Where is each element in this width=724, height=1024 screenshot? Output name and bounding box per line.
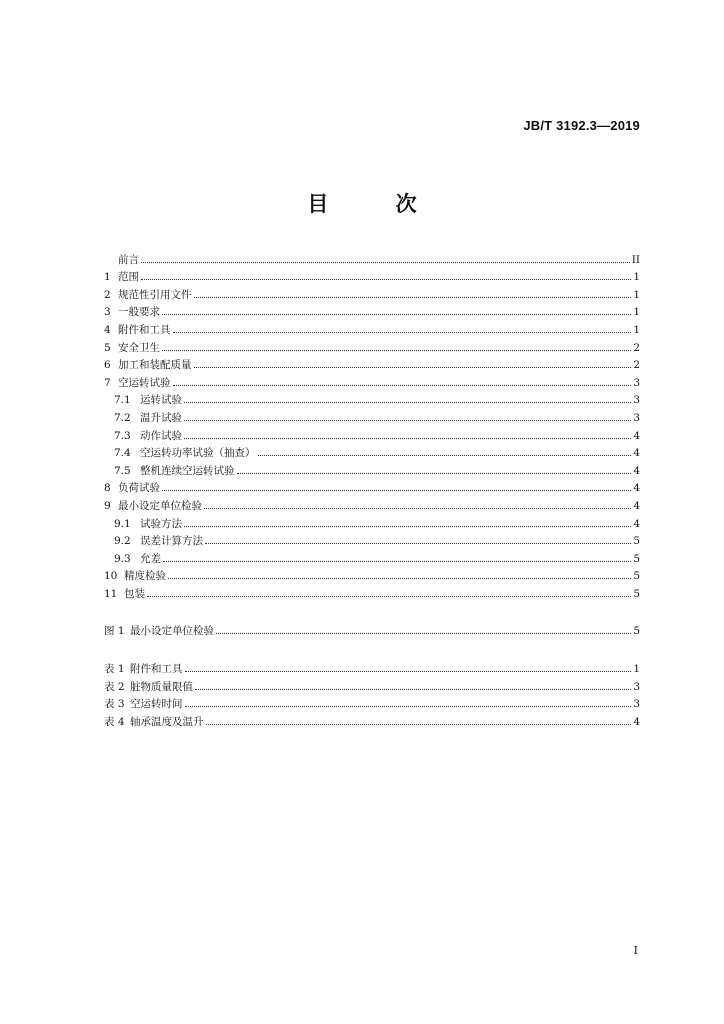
toc-entry-label: 整机连续空运转试验 xyxy=(140,464,235,477)
toc-entry-label: 动作试验 xyxy=(140,429,182,442)
toc-entry-page: 2 xyxy=(633,341,640,354)
toc-entry-label: 空运转试验 xyxy=(118,376,171,389)
toc-entry-label: 运转试验 xyxy=(140,394,182,407)
toc-entry-page: 5 xyxy=(633,587,640,600)
toc-entry-number: 5 xyxy=(104,341,111,354)
toc-spacer xyxy=(104,637,640,657)
toc-entry[interactable] xyxy=(104,530,640,548)
toc-entry-page: 4 xyxy=(633,482,640,495)
toc-entry[interactable] xyxy=(104,371,640,389)
toc-entry-number: 1 xyxy=(104,271,111,284)
toc-entry-page: 4 xyxy=(633,499,640,512)
table-entry-page: 4 xyxy=(633,715,640,728)
dot-leader xyxy=(204,507,631,509)
table-entry[interactable] xyxy=(104,693,640,711)
table-entry-page: 3 xyxy=(633,680,640,693)
toc-entry-number: 2 xyxy=(104,288,111,301)
toc-entry-label: 前言 xyxy=(118,253,139,266)
table-entry[interactable] xyxy=(104,710,640,728)
dot-leader xyxy=(173,384,632,386)
toc-entry-label: 最小设定单位检验 xyxy=(118,499,202,512)
table-entry-label: 脏物质量限值 xyxy=(130,680,193,693)
dot-leader xyxy=(185,670,632,672)
standard-number: JB/T 3192.3—2019 xyxy=(523,118,640,133)
toc-entry-page: 4 xyxy=(633,447,640,460)
toc-entry[interactable] xyxy=(104,283,640,301)
toc-entry-number: 8 xyxy=(104,482,111,495)
dot-leader xyxy=(184,525,631,527)
toc-entry[interactable] xyxy=(104,266,640,284)
toc-entry[interactable] xyxy=(104,442,640,460)
toc-entry-label: 包装 xyxy=(124,587,145,600)
dot-leader xyxy=(162,313,631,315)
toc-entry-number: 7.5 xyxy=(114,464,131,477)
toc-entry-label: 一般要求 xyxy=(118,306,160,319)
toc-entry-page: 5 xyxy=(633,570,640,583)
toc-entry-page: 3 xyxy=(633,376,640,389)
toc-spacer xyxy=(104,600,640,620)
toc-entry-page: 1 xyxy=(633,306,640,319)
toc-entry[interactable] xyxy=(104,547,640,565)
toc-entry[interactable] xyxy=(104,494,640,512)
page-title: 目 次 xyxy=(307,192,447,216)
dot-leader xyxy=(216,632,631,634)
dot-leader xyxy=(237,472,632,474)
toc-entry[interactable] xyxy=(104,582,640,600)
toc-entry[interactable] xyxy=(104,389,640,407)
toc-entry-label: 误差计算方法 xyxy=(140,535,203,548)
table-entry-number: 表 1 xyxy=(104,663,125,676)
toc-entry-label: 附件和工具 xyxy=(118,323,171,336)
dot-leader xyxy=(162,489,631,491)
toc-entry-page: 1 xyxy=(633,271,640,284)
dot-leader xyxy=(195,688,631,690)
toc-entry-page: 3 xyxy=(633,411,640,424)
table-entry-number: 表 4 xyxy=(104,715,125,728)
toc-entry-number: 9.2 xyxy=(114,535,131,548)
toc-figures xyxy=(104,620,640,638)
dot-leader xyxy=(185,705,632,707)
table-entry-page: 1 xyxy=(633,663,640,676)
toc-tables xyxy=(104,657,640,727)
toc-entry-page: 1 xyxy=(633,323,640,336)
table-entry-number: 表 2 xyxy=(104,680,125,693)
dot-leader xyxy=(141,278,631,280)
toc-entry-label: 空运转功率试验（抽查） xyxy=(140,447,256,460)
toc-entry[interactable] xyxy=(104,512,640,530)
toc-entry-label: 范围 xyxy=(118,271,139,284)
dot-leader xyxy=(147,595,631,597)
toc-entry[interactable] xyxy=(104,406,640,424)
toc-sections xyxy=(104,248,640,600)
toc-entry[interactable] xyxy=(104,301,640,319)
page-folio: I xyxy=(633,944,638,957)
toc-entry[interactable] xyxy=(104,248,640,266)
toc-entry-page: 5 xyxy=(633,552,640,565)
table-entry-label: 附件和工具 xyxy=(130,663,183,676)
toc-entry-label: 负荷试验 xyxy=(118,482,160,495)
toc-entry-label: 安全卫生 xyxy=(118,341,160,354)
toc-entry[interactable] xyxy=(104,565,640,583)
toc-entry-number: 3 xyxy=(104,306,111,319)
dot-leader xyxy=(258,454,632,456)
dot-leader xyxy=(194,366,632,368)
toc-entry-number: 7.3 xyxy=(114,429,131,442)
figure-entry-page: 5 xyxy=(633,625,640,638)
dot-leader xyxy=(162,349,631,351)
toc-entry-page: 1 xyxy=(633,288,640,301)
toc-entry-label: 温升试验 xyxy=(140,411,182,424)
table-entry-page: 3 xyxy=(633,698,640,711)
table-entry-label: 轴承温度及温升 xyxy=(130,715,204,728)
toc-entry-number: 9.3 xyxy=(114,552,131,565)
figure-entry-number: 图 1 xyxy=(104,625,125,638)
toc-entry-label: 允差 xyxy=(140,552,161,565)
table-entry[interactable] xyxy=(104,675,640,693)
table-entry-label: 空运转时间 xyxy=(130,698,183,711)
toc-entry[interactable] xyxy=(104,477,640,495)
figure-entry-label: 最小设定单位检验 xyxy=(130,625,214,638)
dot-leader xyxy=(206,723,632,725)
toc-entry-label: 规范性引用文件 xyxy=(118,288,192,301)
dot-leader xyxy=(168,577,631,579)
toc-entry-label: 加工和装配质量 xyxy=(118,359,192,372)
toc-entry-number: 7.2 xyxy=(114,411,131,424)
toc-entry-page: 5 xyxy=(633,535,640,548)
toc-entry[interactable] xyxy=(104,318,640,336)
toc-entry-number: 9 xyxy=(104,499,111,512)
toc-entry-number: 6 xyxy=(104,359,111,372)
toc-entry-page: 4 xyxy=(633,429,640,442)
figure-entry[interactable] xyxy=(104,620,640,638)
dot-leader xyxy=(205,542,631,544)
toc-entry-page: 4 xyxy=(633,517,640,530)
dot-leader xyxy=(194,296,632,298)
dot-leader xyxy=(163,560,631,562)
toc-entry-page: II xyxy=(631,253,640,266)
dot-leader xyxy=(184,419,631,421)
toc-entry-page: 4 xyxy=(633,464,640,477)
toc-entry-page: 2 xyxy=(633,359,640,372)
toc-entry[interactable] xyxy=(104,459,640,477)
dot-leader xyxy=(184,437,631,439)
toc-entry-number: 4 xyxy=(104,323,111,336)
dot-leader xyxy=(184,401,631,403)
toc-entry[interactable] xyxy=(104,354,640,372)
dot-leader xyxy=(173,331,632,333)
toc-entry-number: 7 xyxy=(104,376,111,389)
table-entry[interactable] xyxy=(104,657,640,675)
toc-entry-page: 3 xyxy=(633,394,640,407)
toc-entry[interactable] xyxy=(104,424,640,442)
table-of-contents xyxy=(104,248,640,728)
toc-entry-number: 10 xyxy=(104,570,118,583)
toc-entry-label: 试验方法 xyxy=(140,517,182,530)
dot-leader xyxy=(141,261,630,263)
toc-entry-number: 9.1 xyxy=(114,517,131,530)
toc-entry-number: 7.4 xyxy=(114,447,131,460)
toc-entry-label: 精度检验 xyxy=(124,570,166,583)
toc-entry[interactable] xyxy=(104,336,640,354)
toc-entry-number: 11 xyxy=(104,587,118,600)
toc-entry-number: 7.1 xyxy=(114,394,131,407)
table-entry-number: 表 3 xyxy=(104,698,125,711)
